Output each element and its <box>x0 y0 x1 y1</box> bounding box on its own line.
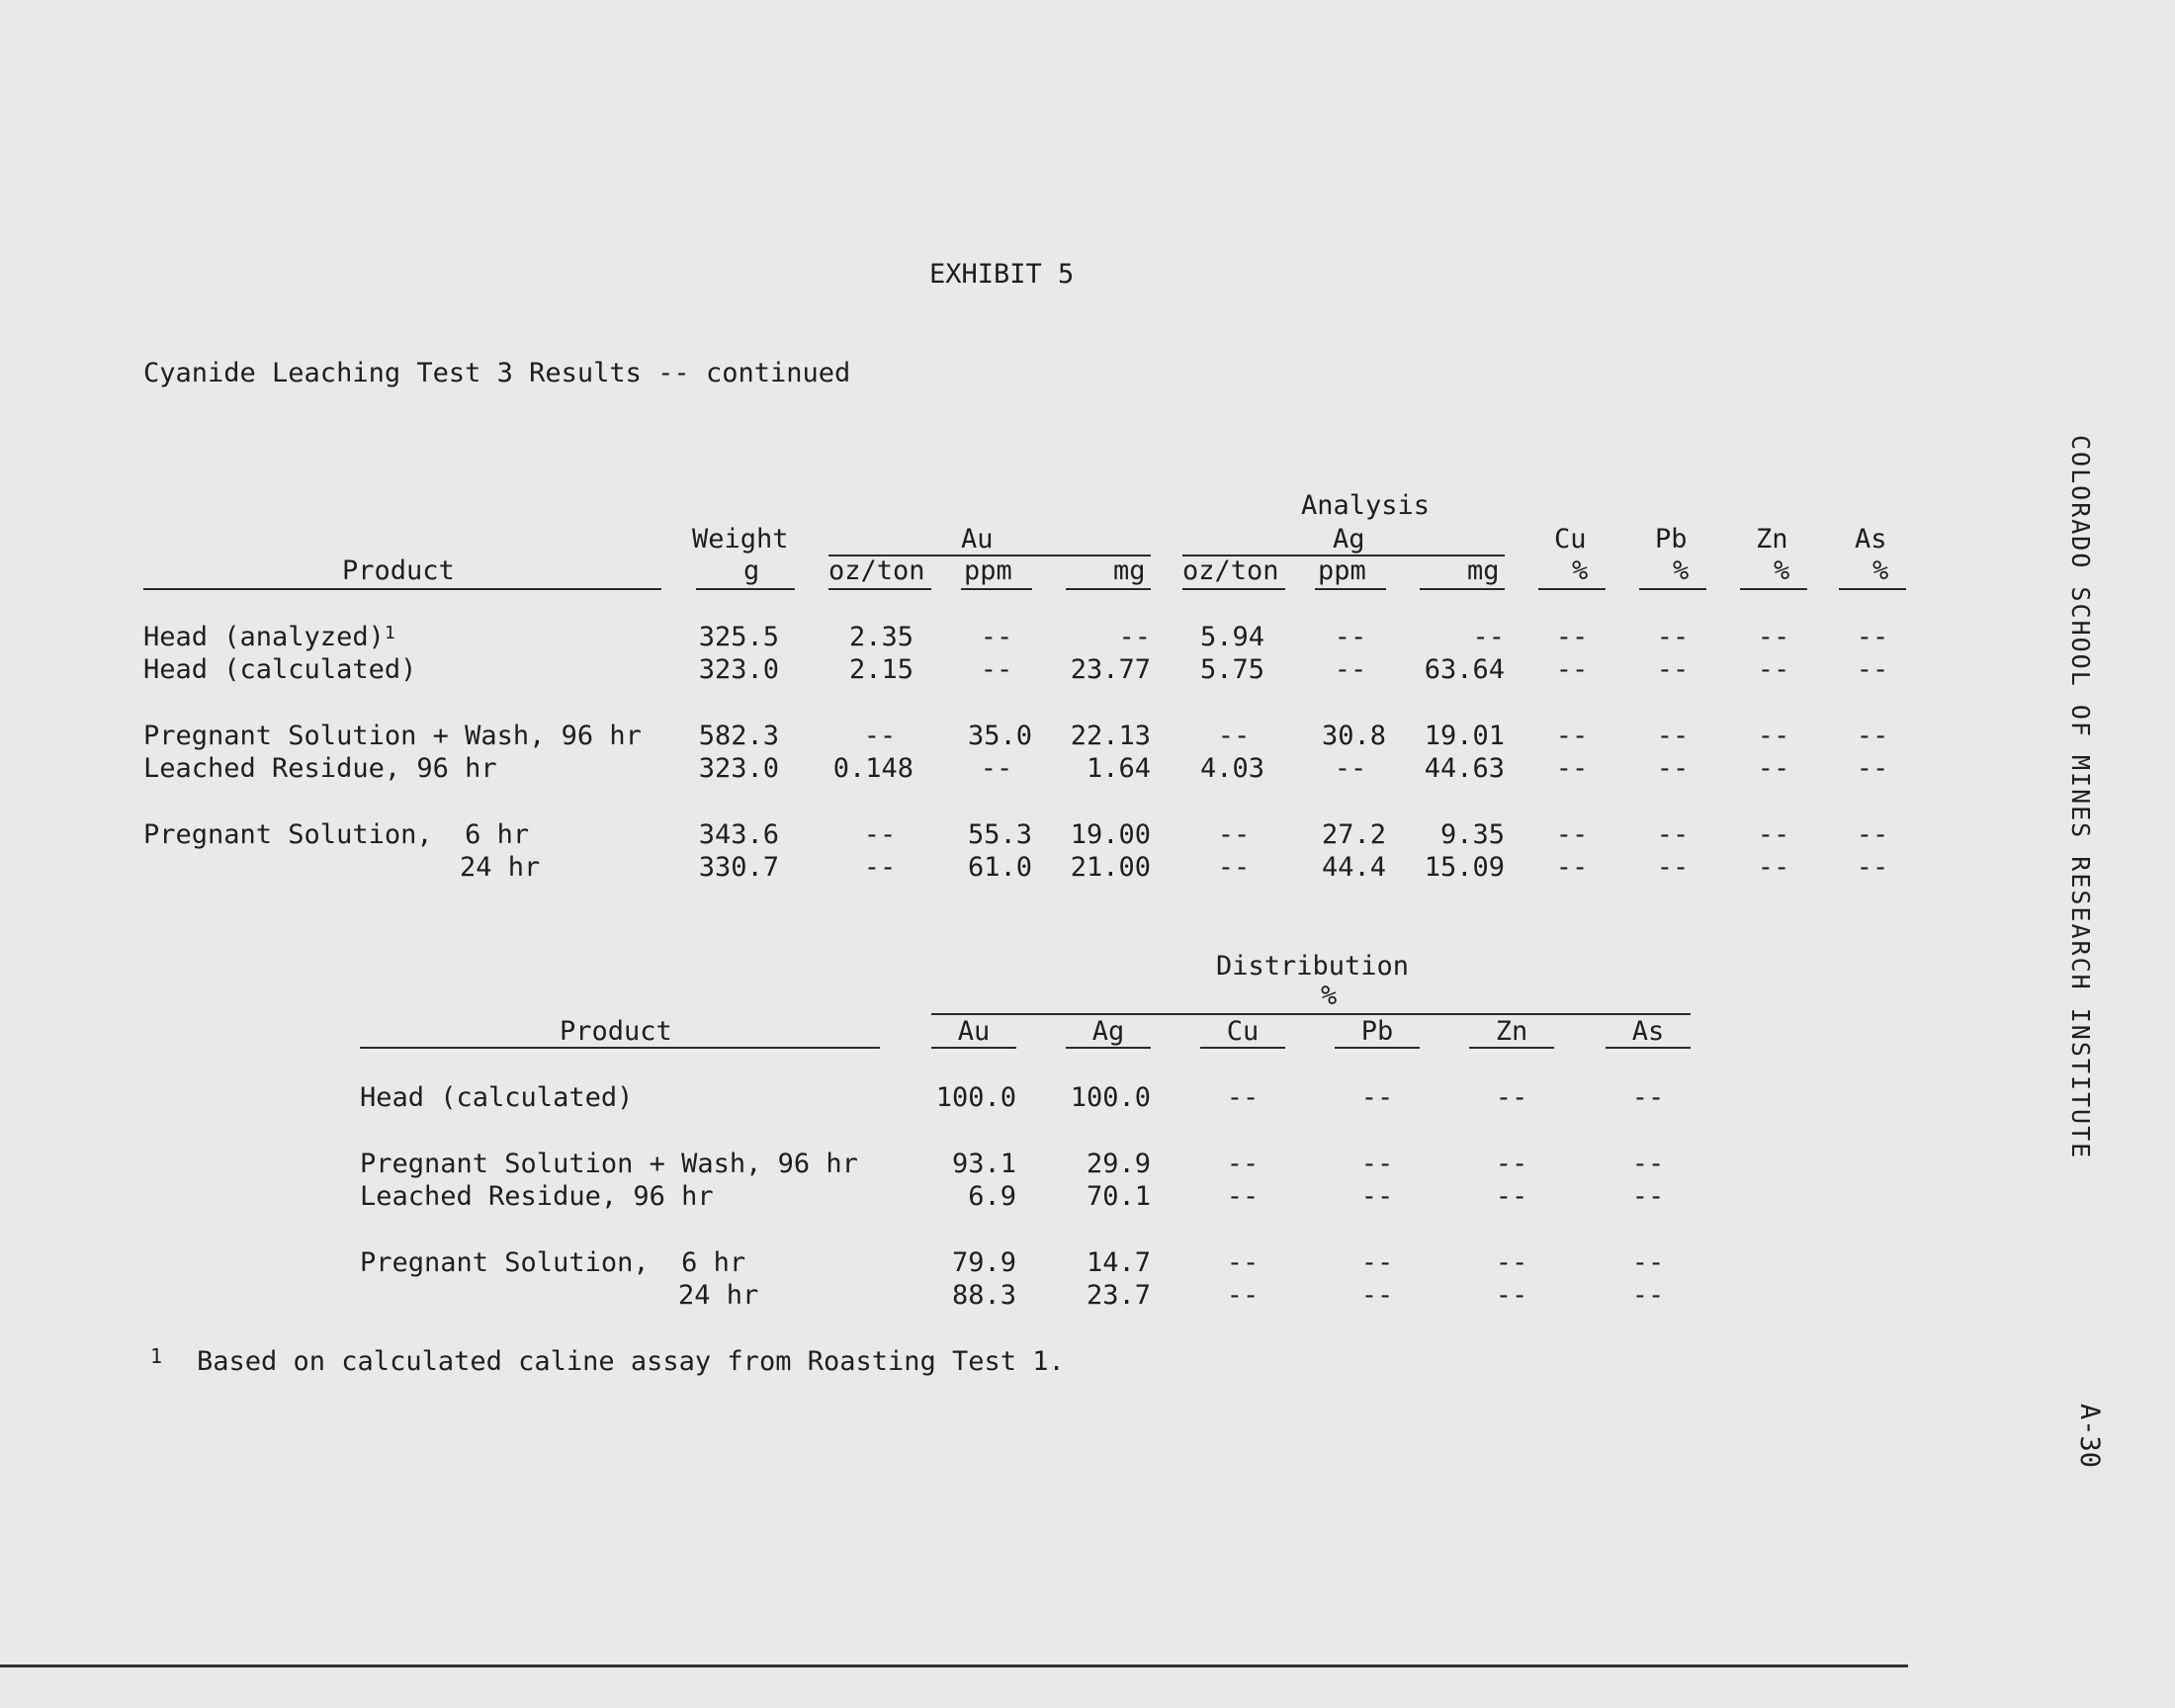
au-mg-header: mg <box>1113 555 1146 586</box>
pb-unit-header: % <box>1673 555 1690 586</box>
ag-header: Ag <box>1333 524 1365 555</box>
cell-cu: -- <box>1226 1247 1260 1278</box>
cell-pb: -- <box>1656 852 1690 883</box>
cell-ag: 23.7 <box>1086 1280 1151 1311</box>
cell-as: -- <box>1856 721 1889 751</box>
row-label: Pregnant Solution + Wash, 96 hr <box>360 1149 858 1179</box>
cell-zn: -- <box>1495 1280 1528 1311</box>
pb-col-rule <box>1639 588 1706 590</box>
weight-unit-header: g <box>743 555 760 586</box>
cell-ag-oz: -- <box>1217 819 1251 850</box>
cell-ag-oz: 5.75 <box>1200 654 1265 685</box>
cell-ag-oz: 4.03 <box>1200 753 1265 784</box>
weight-col-rule <box>696 588 795 590</box>
analysis-group-header: Analysis <box>1301 490 1431 521</box>
as-col-rule-2 <box>1606 1047 1691 1049</box>
cell-au-oz: -- <box>863 819 897 850</box>
cell-pb: -- <box>1656 753 1690 784</box>
cell-zn: -- <box>1495 1181 1528 1212</box>
cell-as: -- <box>1631 1247 1665 1278</box>
cell-pb: -- <box>1360 1280 1394 1311</box>
cell-cu: -- <box>1226 1149 1260 1179</box>
as-unit-header: % <box>1872 555 1889 586</box>
cell-au-oz: -- <box>863 852 897 883</box>
cell-cu: -- <box>1555 622 1589 652</box>
row-label: 24 hr <box>460 852 541 883</box>
distribution-group-unit: % <box>1321 981 1338 1011</box>
cell-au-ppm: 35.0 <box>967 721 1032 751</box>
cell-weight: 323.0 <box>698 753 779 784</box>
cell-au-ppm: 61.0 <box>967 852 1032 883</box>
cell-as: -- <box>1856 753 1889 784</box>
product-col-rule-2 <box>360 1047 880 1049</box>
cell-pb: -- <box>1360 1247 1394 1278</box>
zn-header: Zn <box>1756 524 1788 555</box>
cell-zn: -- <box>1495 1247 1528 1278</box>
cell-au: 88.3 <box>951 1280 1016 1311</box>
cell-zn: -- <box>1757 622 1790 652</box>
cell-au: 100.0 <box>935 1082 1016 1113</box>
cell-ag-mg: -- <box>1472 622 1505 652</box>
cell-pb: -- <box>1360 1082 1394 1113</box>
cell-au-oz: 2.35 <box>848 622 914 652</box>
cell-au-mg: 1.64 <box>1086 753 1151 784</box>
cu-unit-header: % <box>1572 555 1589 586</box>
cell-au-mg: 23.77 <box>1070 654 1151 685</box>
ag-col-rule-2 <box>1066 1047 1151 1049</box>
zn-col-rule <box>1740 588 1807 590</box>
cell-au-mg: 21.00 <box>1070 852 1151 883</box>
au-header-2: Au <box>957 1016 991 1047</box>
cell-au: 6.9 <box>968 1181 1016 1212</box>
cell-ag-oz: -- <box>1217 721 1251 751</box>
bottom-rule <box>0 1665 1908 1667</box>
cell-ag: 29.9 <box>1086 1149 1151 1179</box>
cell-pb: -- <box>1656 819 1690 850</box>
cell-ag-mg: 44.63 <box>1424 753 1505 784</box>
footnote-text: Based on calculated caline assay from Roasting Test 1. <box>197 1346 1065 1377</box>
cell-au-oz: 2.15 <box>848 654 914 685</box>
ag-oz-ton-header: oz/ton <box>1182 555 1279 586</box>
cell-weight: 330.7 <box>698 852 779 883</box>
cell-ag-ppm: 27.2 <box>1321 819 1386 850</box>
cell-zn: -- <box>1495 1149 1528 1179</box>
distribution-group-rule <box>931 1013 1691 1015</box>
cu-header-2: Cu <box>1226 1016 1260 1047</box>
cell-ag: 14.7 <box>1086 1247 1151 1278</box>
cell-as: -- <box>1631 1181 1665 1212</box>
product-header: Product <box>342 555 455 586</box>
cell-pb: -- <box>1656 654 1690 685</box>
ag-oz-col-rule <box>1182 588 1285 590</box>
product-header-2: Product <box>560 1016 672 1047</box>
cell-zn: -- <box>1757 753 1790 784</box>
cell-pb: -- <box>1360 1149 1394 1179</box>
cell-cu: -- <box>1555 654 1589 685</box>
cell-au: 93.1 <box>951 1149 1016 1179</box>
cell-ag: 70.1 <box>1086 1181 1151 1212</box>
cell-ag-mg: 9.35 <box>1439 819 1505 850</box>
cell-au-mg: 19.00 <box>1070 819 1151 850</box>
ag-header-2: Ag <box>1091 1016 1125 1047</box>
cell-cu: -- <box>1226 1280 1260 1311</box>
cell-as: -- <box>1856 622 1889 652</box>
footnote-marker: 1 <box>384 623 395 643</box>
cell-au-ppm: -- <box>980 654 1013 685</box>
ag-ppm-col-rule <box>1315 588 1386 590</box>
page-subtitle: Cyanide Leaching Test 3 Results -- continued <box>143 358 851 388</box>
cell-as: -- <box>1856 852 1889 883</box>
cell-zn: -- <box>1495 1082 1528 1113</box>
cell-zn: -- <box>1757 654 1790 685</box>
cell-ag-mg: 63.64 <box>1424 654 1505 685</box>
cell-au-mg: -- <box>1118 622 1151 652</box>
cell-au-mg: 22.13 <box>1070 721 1151 751</box>
product-col-rule <box>143 588 661 590</box>
cu-col-rule <box>1538 588 1606 590</box>
cell-weight: 343.6 <box>698 819 779 850</box>
row-label: Head (calculated) <box>360 1082 634 1113</box>
cell-as: -- <box>1631 1280 1665 1311</box>
row-label: 24 hr <box>678 1280 759 1311</box>
cell-ag-oz: -- <box>1217 852 1251 883</box>
cell-au-ppm: 55.3 <box>967 819 1032 850</box>
cell-pb: -- <box>1656 721 1690 751</box>
pb-col-rule-2 <box>1335 1047 1420 1049</box>
ag-mg-col-rule <box>1420 588 1505 590</box>
cell-cu: -- <box>1555 753 1589 784</box>
cell-zn: -- <box>1757 852 1790 883</box>
row-label: Head (analyzed) <box>143 622 385 652</box>
cell-ag-ppm: -- <box>1334 753 1367 784</box>
pb-header-2: Pb <box>1360 1016 1394 1047</box>
distribution-group-header: Distribution <box>1216 951 1410 982</box>
cell-cu: -- <box>1555 819 1589 850</box>
exhibit-title: EXHIBIT 5 <box>929 259 1075 290</box>
cell-ag-ppm: 30.8 <box>1321 721 1386 751</box>
au-ppm-col-rule <box>961 588 1032 590</box>
pb-header: Pb <box>1655 524 1688 555</box>
cell-weight: 582.3 <box>698 721 779 751</box>
row-label: Pregnant Solution, 6 hr <box>360 1247 746 1278</box>
cell-zn: -- <box>1757 819 1790 850</box>
cell-cu: -- <box>1555 721 1589 751</box>
cu-header: Cu <box>1554 524 1587 555</box>
cell-pb: -- <box>1656 622 1690 652</box>
cell-as: -- <box>1631 1149 1665 1179</box>
cell-ag-oz: 5.94 <box>1200 622 1265 652</box>
au-ppm-header: ppm <box>964 555 1012 586</box>
zn-col-rule-2 <box>1469 1047 1554 1049</box>
row-label: Head (calculated) <box>143 654 417 685</box>
cell-ag: 100.0 <box>1070 1082 1151 1113</box>
cell-pb: -- <box>1360 1181 1394 1212</box>
cell-au-ppm: -- <box>980 753 1013 784</box>
cell-zn: -- <box>1757 721 1790 751</box>
row-label: Pregnant Solution, 6 hr <box>143 819 530 850</box>
cell-ag-ppm: 44.4 <box>1321 852 1386 883</box>
ag-ppm-header: ppm <box>1318 555 1366 586</box>
as-header: As <box>1855 524 1887 555</box>
au-header: Au <box>961 524 994 555</box>
cu-col-rule-2 <box>1200 1047 1285 1049</box>
cell-weight: 325.5 <box>698 622 779 652</box>
weight-header: Weight <box>692 524 789 555</box>
cell-au-oz: -- <box>863 721 897 751</box>
cell-au-oz: 0.148 <box>832 753 914 784</box>
cell-ag-mg: 15.09 <box>1424 852 1505 883</box>
cell-ag-ppm: -- <box>1334 622 1367 652</box>
cell-as: -- <box>1631 1082 1665 1113</box>
cell-au-ppm: -- <box>980 622 1013 652</box>
cell-ag-mg: 19.01 <box>1424 721 1505 751</box>
footnote-mark: 1 <box>150 1344 163 1368</box>
cell-ag-ppm: -- <box>1334 654 1367 685</box>
au-oz-ton-header: oz/ton <box>828 555 925 586</box>
ag-mg-header: mg <box>1467 555 1500 586</box>
cell-cu: -- <box>1226 1181 1260 1212</box>
row-label: Leached Residue, 96 hr <box>143 753 497 784</box>
cell-cu: -- <box>1555 852 1589 883</box>
zn-header-2: Zn <box>1495 1016 1528 1047</box>
as-header-2: As <box>1631 1016 1665 1047</box>
row-label: Pregnant Solution + Wash, 96 hr <box>143 721 642 751</box>
cell-weight: 323.0 <box>698 654 779 685</box>
cell-as: -- <box>1856 819 1889 850</box>
au-mg-col-rule <box>1066 588 1151 590</box>
cell-cu: -- <box>1226 1082 1260 1113</box>
au-oz-col-rule <box>828 588 931 590</box>
as-col-rule <box>1839 588 1906 590</box>
zn-unit-header: % <box>1774 555 1790 586</box>
row-label: Leached Residue, 96 hr <box>360 1181 714 1212</box>
page-number: A-30 <box>2074 1404 2105 1469</box>
institute-sidebar: COLORADO SCHOOL OF MINES RESEARCH INSTITUTE <box>2066 435 2095 1160</box>
cell-au: 79.9 <box>951 1247 1016 1278</box>
au-col-rule-2 <box>931 1047 1016 1049</box>
cell-as: -- <box>1856 654 1889 685</box>
